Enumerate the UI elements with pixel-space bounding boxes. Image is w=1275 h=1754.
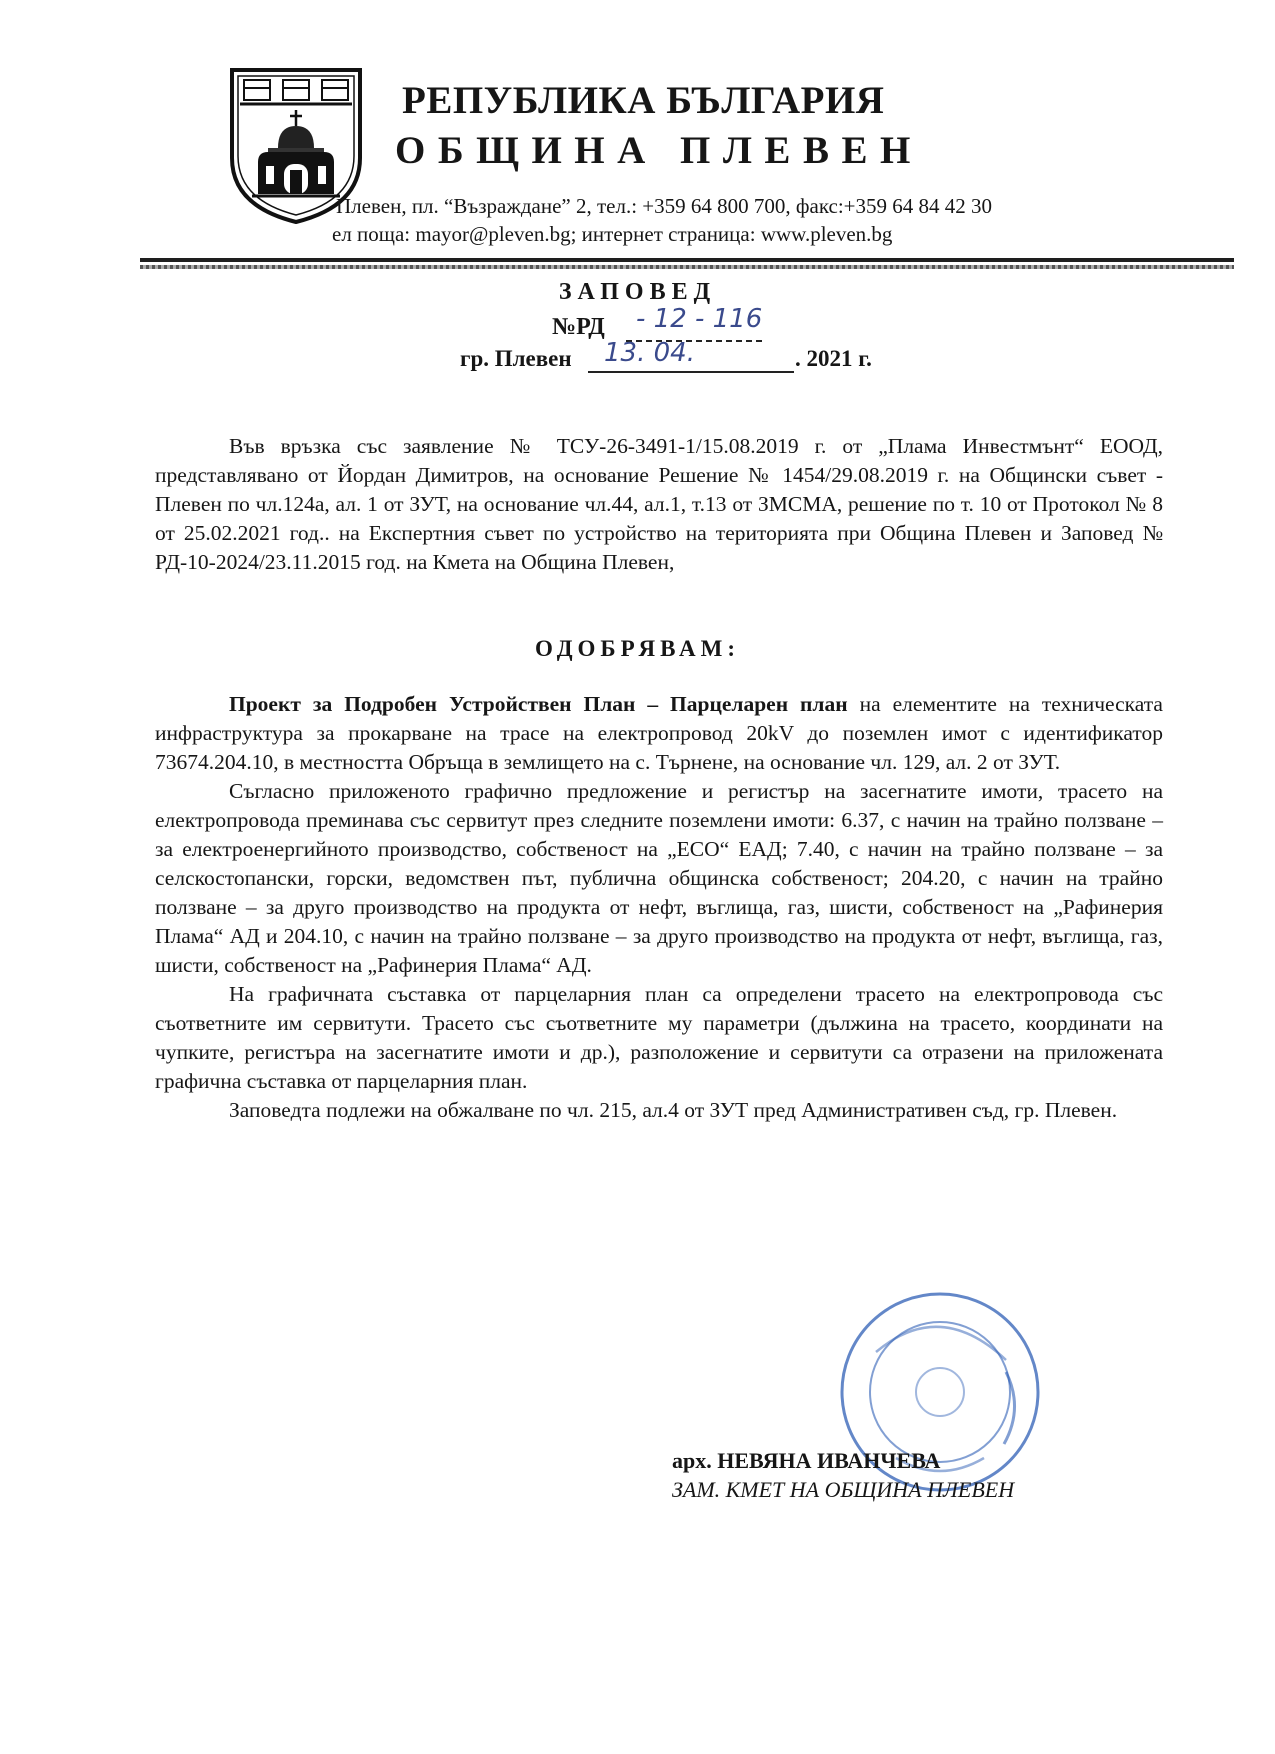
order-city-label: гр. Плевен xyxy=(460,346,572,371)
signatory-position: ЗАМ. КМЕТ НА ОБЩИНА ПЛЕВЕН xyxy=(672,1477,1015,1502)
paragraph-project xyxy=(155,690,1163,777)
order-body xyxy=(155,690,1163,1125)
header-title: РЕПУБЛИКА БЪЛГАРИЯ xyxy=(402,79,885,122)
order-date-line xyxy=(588,371,794,373)
intro-paragraph: Във връзка със заявление № ТСУ-26-3491-1/15.08.2019 г. от „Плама Инвестмънт“ ЕООД, представлявано от Йордан Димитров, на основание Решение № 1454/29.08.2019 г. на Общински съвет - Плевен по чл.124а, ал. 1 от ЗУТ, на основание чл.44, ал.1, т.13 от ЗМСМА, решение по т. 10 от Протокол № 8 от 25.02.2021 год.. на Експертния съвет по устройство на територията при Община Плевен и Заповед № РД-10-2024/23.11.2015 год. на Кмета на Община Плевен, xyxy=(155,434,1163,574)
order-number-handwritten: - 12 - 116 xyxy=(636,304,763,334)
paragraph-appeal: Заповедта подлежи на обжалване по чл. 215, ал.4 от ЗУТ пред Административен съд, гр. Плевен. xyxy=(229,1098,1118,1122)
paragraph-route: На графичната съставка от парцеларния план са определени трасето на електропровода със съответните им сервитути. Трасето със съответните му параметри (дължина на трасето, координати на чупките, регистъра на засегнатите имоти и др.), разположение и сервитути са отразени на приложената графична съставка от парцеларния план. xyxy=(155,982,1163,1093)
order-date-handwritten: 13. 04. xyxy=(604,338,695,368)
header-divider-dotted xyxy=(140,265,1234,269)
order-number-prefix: №РД xyxy=(552,314,605,340)
project-description: на елементите на техническата инфраструктура за прокарване на трасе на електропровод 20kV до поземлен имот с идентификатор 73674.204.10, в местността Обръща в землището на с. Търнене, на основание чл. 129, ал. 2 от ЗУТ. xyxy=(155,692,1163,774)
header-subtitle: ОБЩИНА ПЛЕВЕН xyxy=(395,129,923,172)
order-year: . 2021 г. xyxy=(795,346,872,371)
header-contacts: ел поща: mayor@pleven.bg; интернет страница: www.pleven.bg xyxy=(332,222,893,246)
signatory-name: арх. НЕВЯНА ИВАНЧЕВА xyxy=(672,1448,941,1473)
order-title: ЗАПОВЕД xyxy=(558,279,717,305)
project-title-bold: Проект за Подробен Устройствен План – Парцеларен план xyxy=(229,692,848,716)
header-address: Плевен, пл. “Възраждане” 2, тел.: +359 64 800 700, факс:+359 64 84 42 30 xyxy=(336,194,992,218)
paragraph-properties: Съгласно приложеното графично предложение и регистър на засегнатите имоти, трасето на електропровода преминава със сервитут през следните поземлени имоти: 6.37, с начин на трайно ползване – за електроенергийното производство, собственост на „ЕСО“ ЕАД; 7.40, с начин на трайно ползване – за селскостопански, горски, ведомствен път, публична общинска собственост; 204.20, с начин на трайно ползване – за друго производство на продукта от нефт, въглища, газ, шисти, собственост на „Рафинерия Плама“ АД и 204.10, с начин на трайно ползване – за друго производство на продукта от нефт, въглища, газ, шисти, собственост на „Рафинерия Плама“ АД. xyxy=(155,779,1163,977)
header-divider xyxy=(140,258,1234,262)
approve-heading: ОДОБРЯВАМ: xyxy=(534,636,741,661)
